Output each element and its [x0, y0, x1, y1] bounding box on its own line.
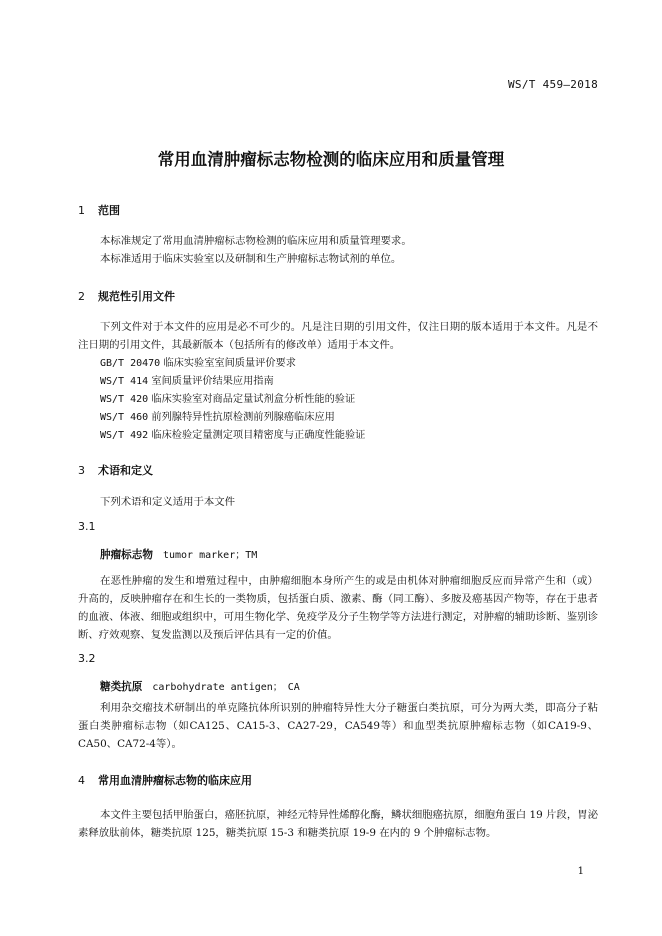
section-number: 2 — [78, 290, 85, 303]
term-english: tumor marker；TM — [162, 550, 258, 561]
term-definition: 在恶性肿瘤的发生和增殖过程中，由肿瘤细胞本身所产生的或是由机体对肿瘤细胞反应而异常产生和（或）升高的，反映肿瘤存在和生长的一类物质，包括蛋白质、激素、酶（同工酶）、多胺及癌基因产物等，存在于患者的血液、体液、细胞或组织中，可用生物化学、免疫学及分子生物学等方法进行测定，对肿瘤的辅助诊断、鉴别诊断、疗效观察、复发监测以及预后评估具有一定的价值。 — [78, 575, 598, 641]
section-3-heading — [78, 462, 153, 478]
reference-item — [100, 426, 365, 441]
paragraph-clinical-application: 本文件主要包括甲胎蛋白，癌胚抗原，神经元特异性烯醇化酶，鳞状细胞癌抗原，细胞角蛋白 19 片段，胃泌素释放肽前体，糖类抗原 125，糖类抗原 15-3 和糖类抗原 19-9 在内的 9 个肿瘤标志物。 — [78, 809, 598, 839]
reference-title: 室间质量评价结果应用指南 — [151, 376, 274, 387]
section-number: 3 — [78, 464, 85, 477]
reference-code: WS/T 414 — [100, 376, 149, 387]
reference-item — [100, 408, 335, 423]
term-definition: 利用杂交瘤技术研制出的单克隆抗体所识别的肿瘤特异性大分子糖蛋白类抗原，可分为两大类，即高分子粘蛋白类肿瘤标志物（如CA125、CA15-3、CA27-29，CA549等）和血型类抗原肿瘤标志物（如CA19-9、CA50、CA72-4等）。 — [78, 702, 598, 750]
reference-item — [100, 372, 274, 387]
subclause-number: 3.1 — [78, 520, 96, 533]
term-chinese: 肿瘤标志物 — [100, 549, 153, 561]
reference-code: GB/T 20470 — [100, 358, 161, 369]
term-heading — [100, 678, 300, 694]
paragraph-terms-intro: 下列术语和定义适用于本文件 — [100, 496, 236, 508]
reference-title: 临床检验定量测定项目精密度与正确度性能验证 — [151, 430, 366, 441]
paragraph-scope-1: 本标准规定了常用血清肿瘤标志物检测的临床应用和质量管理要求。 — [100, 235, 412, 247]
section-1-heading — [78, 202, 120, 218]
term-english: carbohydrate antigen； CA — [152, 682, 300, 693]
reference-title: 临床实验室对商品定量试剂盒分析性能的验证 — [151, 394, 356, 405]
term-chinese: 糖类抗原 — [100, 681, 143, 693]
paragraph-scope-2: 本标准适用于临床实验室以及研制和生产肿瘤标志物试剂的单位。 — [100, 253, 402, 265]
section-number: 1 — [78, 204, 85, 217]
reference-code: WS/T 492 — [100, 430, 149, 441]
section-label: 常用血清肿瘤标志物的临床应用 — [98, 774, 252, 787]
section-label: 术语和定义 — [98, 464, 153, 477]
section-2-heading — [78, 288, 175, 304]
reference-item — [100, 390, 355, 405]
page-number: 1 — [577, 866, 584, 877]
subclause-number: 3.2 — [78, 652, 96, 665]
document-title: 常用血清肿瘤标志物检测的临床应用和质量管理 — [157, 150, 505, 169]
reference-title: 前列腺特异性抗原检测前列腺癌临床应用 — [151, 412, 335, 423]
section-number: 4 — [78, 774, 85, 787]
term-heading — [100, 546, 257, 562]
reference-title: 临床实验室室间质量评价要求 — [163, 358, 296, 369]
reference-item — [100, 354, 296, 369]
section-4-heading — [78, 772, 252, 788]
document-code: WS/T 459—2018 — [508, 78, 598, 91]
reference-code: WS/T 460 — [100, 412, 149, 423]
reference-code: WS/T 420 — [100, 394, 149, 405]
paragraph-normative-refs: 下列文件对于本文件的应用是必不可少的。凡是注日期的引用文件，仅注日期的版本适用于本文件。凡是不注日期的引用文件，其最新版本（包括所有的修改单）适用于本文件。 — [78, 321, 598, 351]
section-label: 范围 — [98, 204, 120, 217]
section-label: 规范性引用文件 — [98, 290, 175, 303]
